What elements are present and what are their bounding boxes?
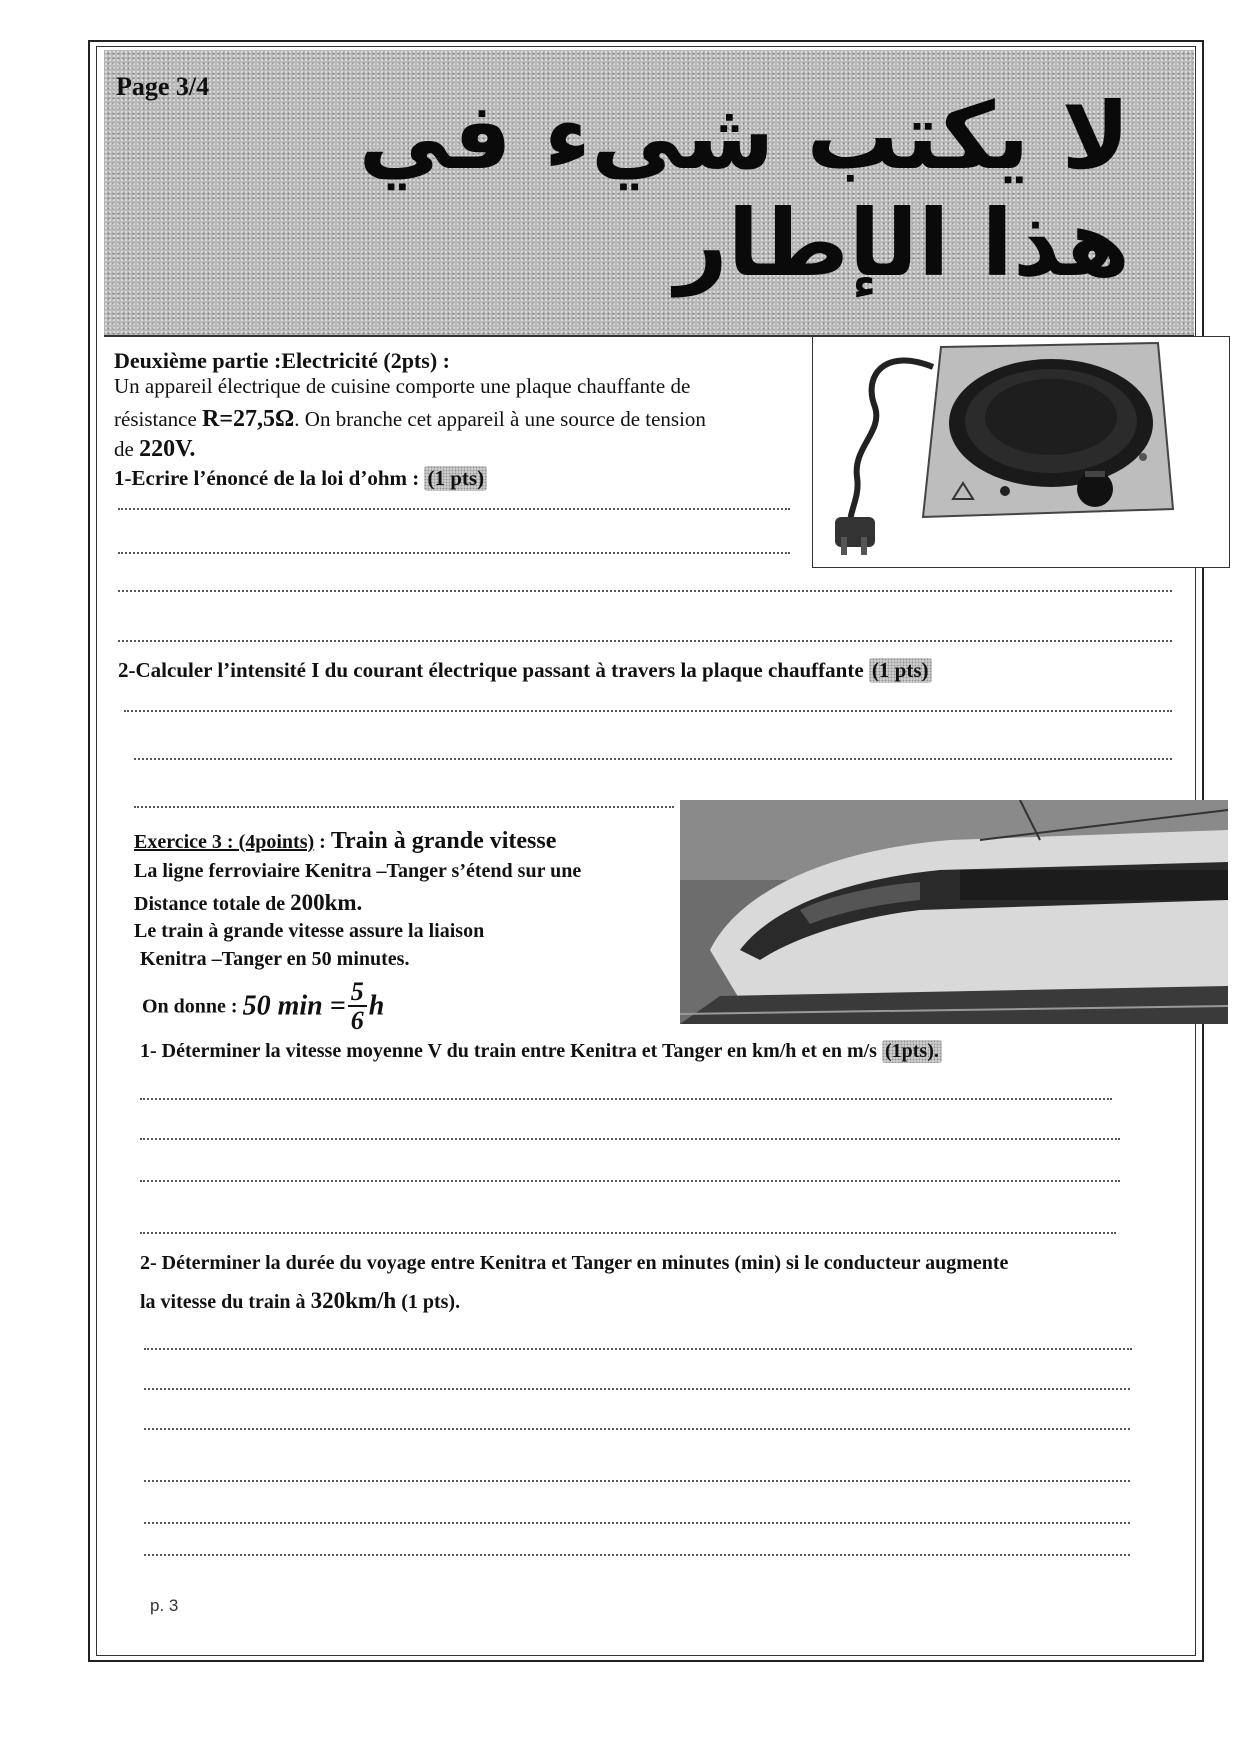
exercise-3-heading: Exercice 3 : (4points) : Train à grande vitesse [134,828,557,854]
points-badge: (1 pts) [424,466,487,491]
answer-line[interactable] [144,1522,1130,1524]
answer-line[interactable] [144,1554,1130,1556]
exercise-3-line-1: La ligne ferroviaire Kenitra –Tanger s’étend sur une [134,860,582,882]
exercise-3-line-2: Distance totale de 200km. [134,890,363,915]
points-badge: (1pts). [882,1040,942,1063]
answer-line[interactable] [118,552,790,554]
answer-line[interactable] [144,1348,1132,1350]
intro-line-3: de 220V. [114,436,196,462]
answer-line[interactable] [124,710,1172,712]
hot-plate-photo [812,336,1230,568]
answer-line[interactable] [140,1180,1120,1182]
intro-line-1: Un appareil électrique de cuisine comporte une plaque chauffante de [114,374,691,398]
answer-line[interactable] [134,806,674,808]
page-number-footer: p. 3 [150,1596,179,1615]
answer-line[interactable] [140,1098,1112,1100]
arabic-notice: لا يكتب شيء في هذا الإطار [358,83,1130,297]
answer-line[interactable] [118,640,1172,642]
section-title-electricity: Deuxième partie :Electricité (2pts) : [114,348,450,373]
answer-line[interactable] [144,1480,1130,1482]
question-1-ohm: 1-Ecrire l’énoncé de la loi d’ohm : (1 pts) [114,466,487,491]
answer-line[interactable] [140,1138,1120,1140]
fraction-five-sixths: $\frac{5}{6}$ [348,978,367,1035]
exercise-3-line-3: Le train à grande vitesse assure la liaison [134,920,485,942]
points-badge: (1 pts) [869,658,932,683]
question-2-intensity: 2-Calculer l’intensité I du courant électrique passant à travers la plaque chauffante (1 pts) [118,658,932,683]
page-label: Page 3/4 [116,72,210,101]
exercise-3-question-1: 1- Déterminer la vitesse moyenne V du train entre Kenitra et Tanger en km/h et en m/s (1pts). [140,1040,942,1063]
exercise-3-question-2-line-2: la vitesse du train à 320km/h (1 pts). [140,1288,461,1313]
exercise-3-question-2-line-1: 2- Déterminer la durée du voyage entre Kenitra et Tanger en minutes (min) si le conducteur augmente [140,1252,1009,1274]
answer-line[interactable] [134,758,1172,760]
answer-line[interactable] [144,1388,1130,1390]
answer-line[interactable] [118,590,1172,592]
intro-line-2: résistance R=27,5Ω. On branche cet appareil à une source de tension [114,406,706,432]
answer-line[interactable] [140,1232,1116,1234]
exercise-3-line-4: Kenitra –Tanger en 50 minutes. [140,948,410,970]
train-photo [680,800,1228,1024]
given-equation: On donne : 50 min = $\frac{5}{6}$ h [142,977,385,1036]
answer-line[interactable] [118,508,790,510]
answer-line[interactable] [144,1428,1130,1430]
